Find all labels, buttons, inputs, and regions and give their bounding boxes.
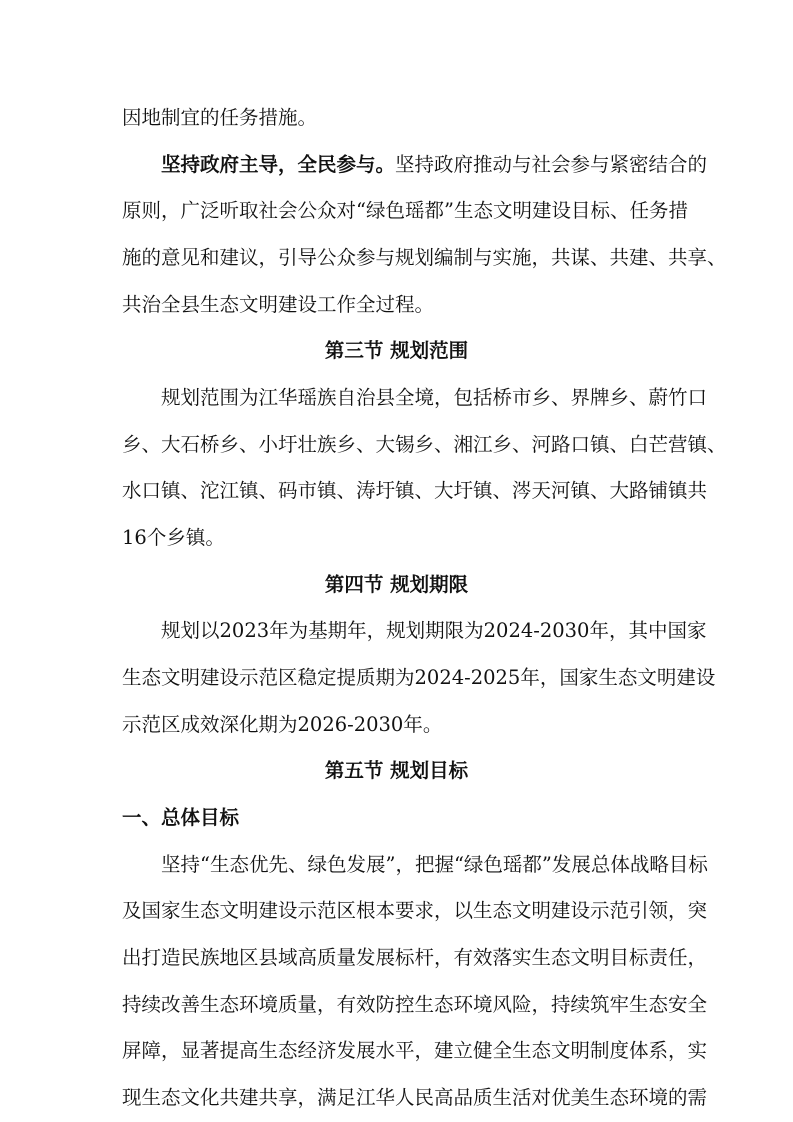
paragraph-line [161, 152, 708, 178]
paragraph-line: 规划范围为江华瑶族自治县全境，包括桥市乡、界牌乡、蔚竹口 [161, 386, 708, 409]
paragraph-line: 水口镇、沱江镇、码市镇、涛圩镇、大圩镇、涔天河镇、大路铺镇共 [122, 479, 708, 502]
paragraph-line: 及国家生态文明建设示范区根本要求，以生态文明建设示范引领，突 [122, 899, 708, 922]
paragraph-line: 生态文明建设示范区稳定提质期为2024-2025年，国家生态文明建设 [122, 666, 716, 689]
paragraph-line: 持续改善生态环境质量，有效防控生态环境风险，持续筑牢生态安全 [122, 993, 708, 1016]
section-heading: 第五节 规划目标 [324, 759, 469, 782]
paragraph-line: 坚持“生态优先、绿色发展”，把握“绿色瑶都”发展总体战略目标 [161, 853, 708, 876]
bold-lead-text: 坚持政府主导，全民参与。 [161, 153, 396, 176]
paragraph-line: 示范区成效深化期为2026-2030年。 [122, 713, 443, 736]
paragraph-text: 坚持政府推动与社会参与紧密结合的 [395, 153, 708, 176]
paragraph-line: 出打造民族地区县域高质量发展标杆，有效落实生态文明目标责任， [122, 946, 708, 969]
paragraph-line: 屏障，显著提高生态经济发展水平，建立健全生态文明制度体系，实 [122, 1039, 708, 1062]
paragraph-line: 因地制宜的任务措施。 [122, 106, 318, 129]
paragraph-line: 原则，广泛听取社会公众对“绿色瑶都”生态文明建设目标、任务措 [122, 199, 688, 222]
paragraph-line: 规划以2023年为基期年，规划期限为2024-2030年，其中国家 [161, 619, 707, 642]
subsection-heading: 一、总体目标 [122, 806, 240, 829]
paragraph-line: 共治全县生态文明建设工作全过程。 [122, 293, 435, 316]
paragraph-line: 乡、大石桥乡、小圩壮族乡、大锡乡、湘江乡、河路口镇、白芒营镇、 [122, 433, 727, 456]
section-heading: 第四节 规划期限 [324, 573, 469, 596]
paragraph-line: 施的意见和建议，引导公众参与规划编制与实施，共谋、共建、共享、 [122, 246, 727, 269]
section-heading: 第三节 规划范围 [324, 339, 469, 362]
paragraph-line: 现生态文化共建共享，满足江华人民高品质生活对优美生态环境的需 [122, 1086, 708, 1109]
paragraph-line: 16个乡镇。 [122, 526, 225, 549]
